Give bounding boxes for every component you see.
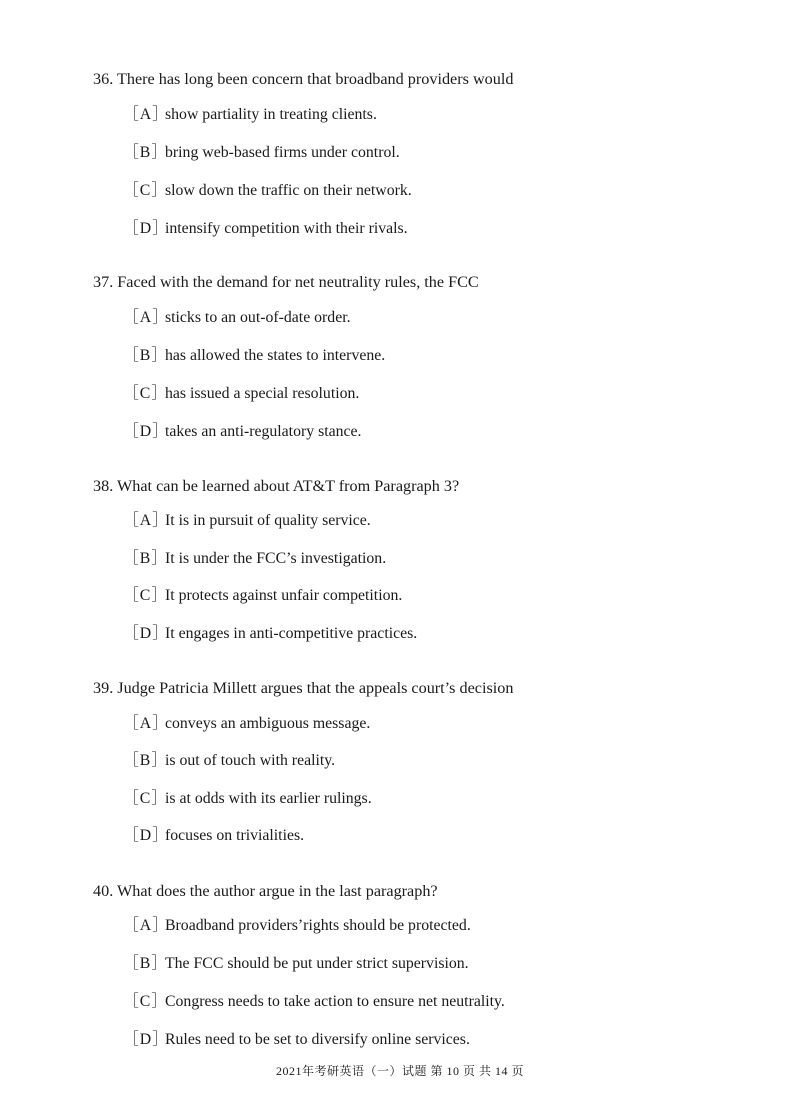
- option-letter: ［D］: [123, 1031, 170, 1048]
- question-stem: 37. Faced with the demand for net neutrality rules, the FCC: [93, 273, 479, 291]
- option-letter: ［D］: [123, 827, 170, 844]
- option-letter: ［D］: [123, 423, 170, 440]
- option-text: show partiality in treating clients.: [165, 106, 377, 123]
- option-text: sticks to an out-of-date order.: [165, 309, 351, 326]
- option-letter: ［B］: [123, 347, 169, 364]
- option-text: It protects against unfair competition.: [165, 587, 403, 604]
- option-c: [123, 992, 505, 1012]
- option-text: has allowed the states to intervene.: [165, 347, 386, 364]
- option-text: It engages in anti-competitive practices.: [165, 625, 418, 642]
- question-stem: 38. What can be learned about AT&T from Paragraph 3?: [93, 477, 460, 495]
- option-text: is at odds with its earlier rulings.: [165, 790, 372, 807]
- option-letter: ［D］: [123, 220, 170, 237]
- option-letter: ［B］: [123, 955, 169, 972]
- option-text: The FCC should be put under strict supervision.: [165, 955, 469, 972]
- option-text: It is under the FCC’s investigation.: [165, 550, 387, 567]
- option-c: [123, 181, 412, 201]
- option-d: [123, 1030, 470, 1050]
- page-footer: 2021年考研英语（一）试题 第 10 页 共 14 页: [275, 1064, 524, 1078]
- option-text: It is in pursuit of quality service.: [165, 512, 371, 529]
- option-letter: ［B］: [123, 144, 169, 161]
- option-c: [123, 384, 359, 404]
- option-letter: ［B］: [123, 752, 169, 769]
- option-c: [123, 789, 372, 809]
- option-text: Congress needs to take action to ensure net neutrality.: [165, 993, 505, 1010]
- option-text: bring web-based firms under control.: [165, 144, 400, 161]
- option-b: [123, 954, 469, 974]
- option-letter: ［A］: [123, 512, 170, 529]
- option-b: [123, 346, 385, 366]
- option-letter: ［D］: [123, 625, 170, 642]
- question-stem: 36. There has long been concern that broadband providers would: [93, 70, 514, 88]
- option-letter: ［C］: [123, 182, 169, 199]
- option-d: [123, 422, 362, 442]
- option-letter: ［C］: [123, 790, 169, 807]
- option-text: slow down the traffic on their network.: [165, 182, 412, 199]
- option-text: has issued a special resolution.: [165, 385, 360, 402]
- option-text: focuses on trivialities.: [165, 827, 305, 844]
- option-d: [123, 624, 417, 644]
- option-letter: ［A］: [123, 309, 170, 326]
- option-d: [123, 826, 304, 846]
- option-text: Broadband providers’rights should be protected.: [165, 917, 471, 934]
- option-text: intensify competition with their rivals.: [165, 220, 408, 237]
- option-letter: ［B］: [123, 550, 169, 567]
- option-b: [123, 549, 386, 569]
- option-a: [123, 308, 351, 328]
- option-letter: ［A］: [123, 715, 170, 732]
- option-letter: ［C］: [123, 385, 169, 402]
- option-b: [123, 143, 400, 163]
- option-text: is out of touch with reality.: [165, 752, 336, 769]
- option-letter: ［C］: [123, 993, 169, 1010]
- option-text: Rules need to be set to diversify online services.: [165, 1031, 470, 1048]
- option-text: conveys an ambiguous message.: [165, 715, 371, 732]
- option-a: [123, 714, 370, 734]
- option-letter: ［A］: [123, 106, 170, 123]
- option-a: [123, 105, 377, 125]
- option-letter: ［C］: [123, 587, 169, 604]
- option-c: [123, 586, 402, 606]
- option-b: [123, 751, 335, 771]
- option-text: takes an anti-regulatory stance.: [165, 423, 362, 440]
- option-a: [123, 916, 471, 936]
- option-d: [123, 219, 408, 239]
- question-stem: 39. Judge Patricia Millett argues that the appeals court’s decision: [93, 679, 514, 697]
- question-stem: 40. What does the author argue in the last paragraph?: [93, 882, 438, 900]
- option-a: [123, 511, 371, 531]
- option-letter: ［A］: [123, 917, 170, 934]
